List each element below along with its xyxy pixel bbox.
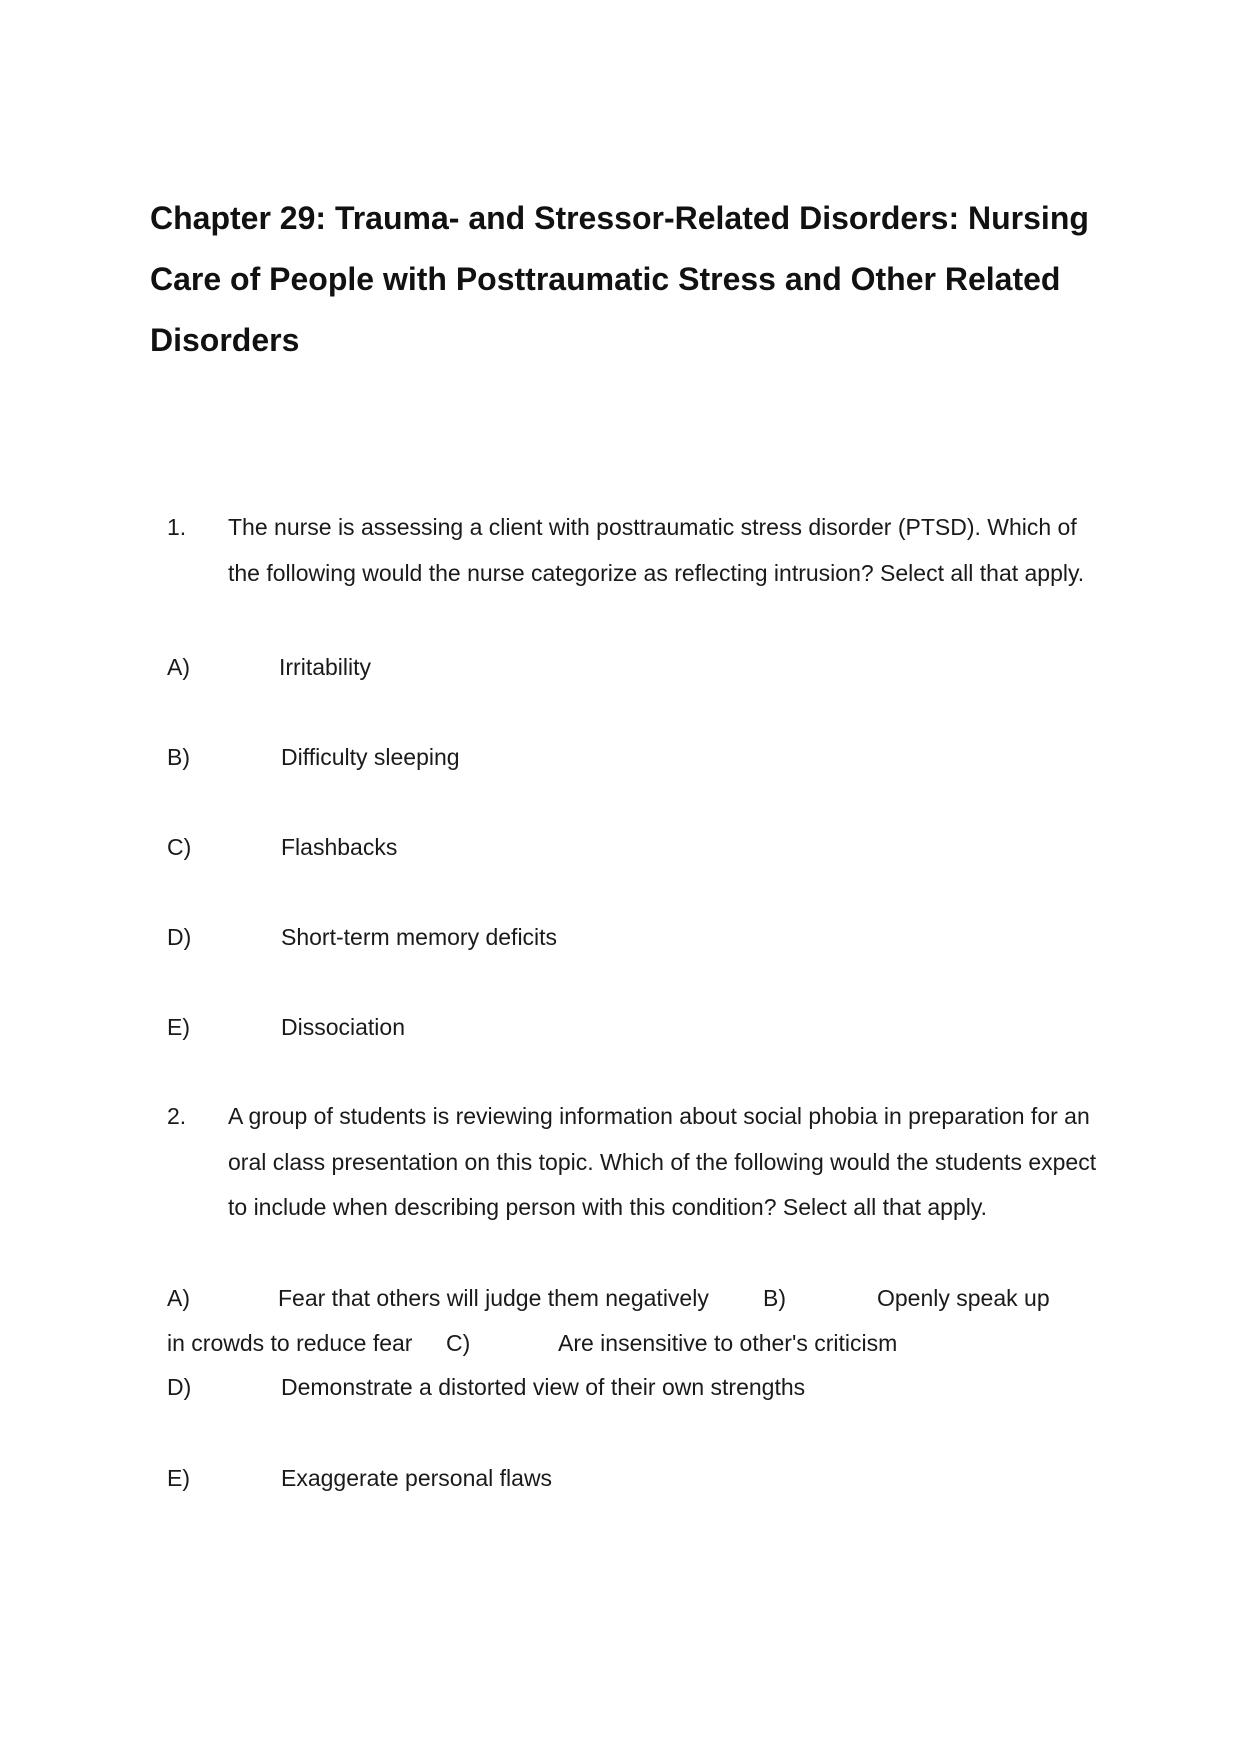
question-1 [0, 505, 1240, 645]
option-letter: E) [167, 1465, 190, 1491]
question-2 [0, 1094, 1240, 1279]
option-letter: C) [167, 834, 192, 860]
option-letter: A) [167, 654, 190, 680]
option-text: Exaggerate personal flaws [281, 1465, 553, 1491]
question-number: 2. [167, 1103, 187, 1129]
question-stem: The nurse is assessing a client with posttraumatic stress disorder (PTSD). Which of the following would the nurse categorize as reflecting intrusion? Select all that apply. [228, 514, 1085, 586]
question-number: 1. [167, 514, 187, 540]
option-text: Flashbacks [281, 834, 398, 860]
option-run-line-2 [0, 1328, 1240, 1358]
option-run-line-1 [0, 1283, 1240, 1313]
option-letter: A) [167, 1285, 190, 1311]
option-text: Short-term memory deficits [281, 924, 558, 950]
option-text-part: Openly speak up [877, 1285, 1050, 1311]
option-letter: B) [167, 744, 190, 770]
chapter-title: Chapter 29: Trauma- and Stressor-Related Disorders: Nursing Care of People with Posttraumatic Stress and Other Related Disorders [150, 200, 1089, 358]
option-text: Fear that others will judge them negatively [278, 1285, 709, 1311]
option-text: Are insensitive to other's criticism [558, 1330, 898, 1356]
option-letter: D) [167, 1374, 192, 1400]
option-text-part: in crowds to reduce fear [167, 1330, 413, 1356]
option-text: Irritability [279, 654, 372, 680]
option-text: Dissociation [281, 1014, 405, 1040]
option-letter: C) [446, 1330, 471, 1356]
option-letter: D) [167, 924, 192, 950]
question-stem: A group of students is reviewing information about social phobia in preparation for an oral class presentation on this topic. Which of the following would the students expect to include when describing person with this condition? Select all that apply. [228, 1103, 1097, 1220]
option-letter: E) [167, 1014, 190, 1040]
option-text: Difficulty sleeping [281, 744, 460, 770]
option-text: Demonstrate a distorted view of their own strengths [281, 1374, 806, 1400]
option-letter: B) [763, 1285, 786, 1311]
